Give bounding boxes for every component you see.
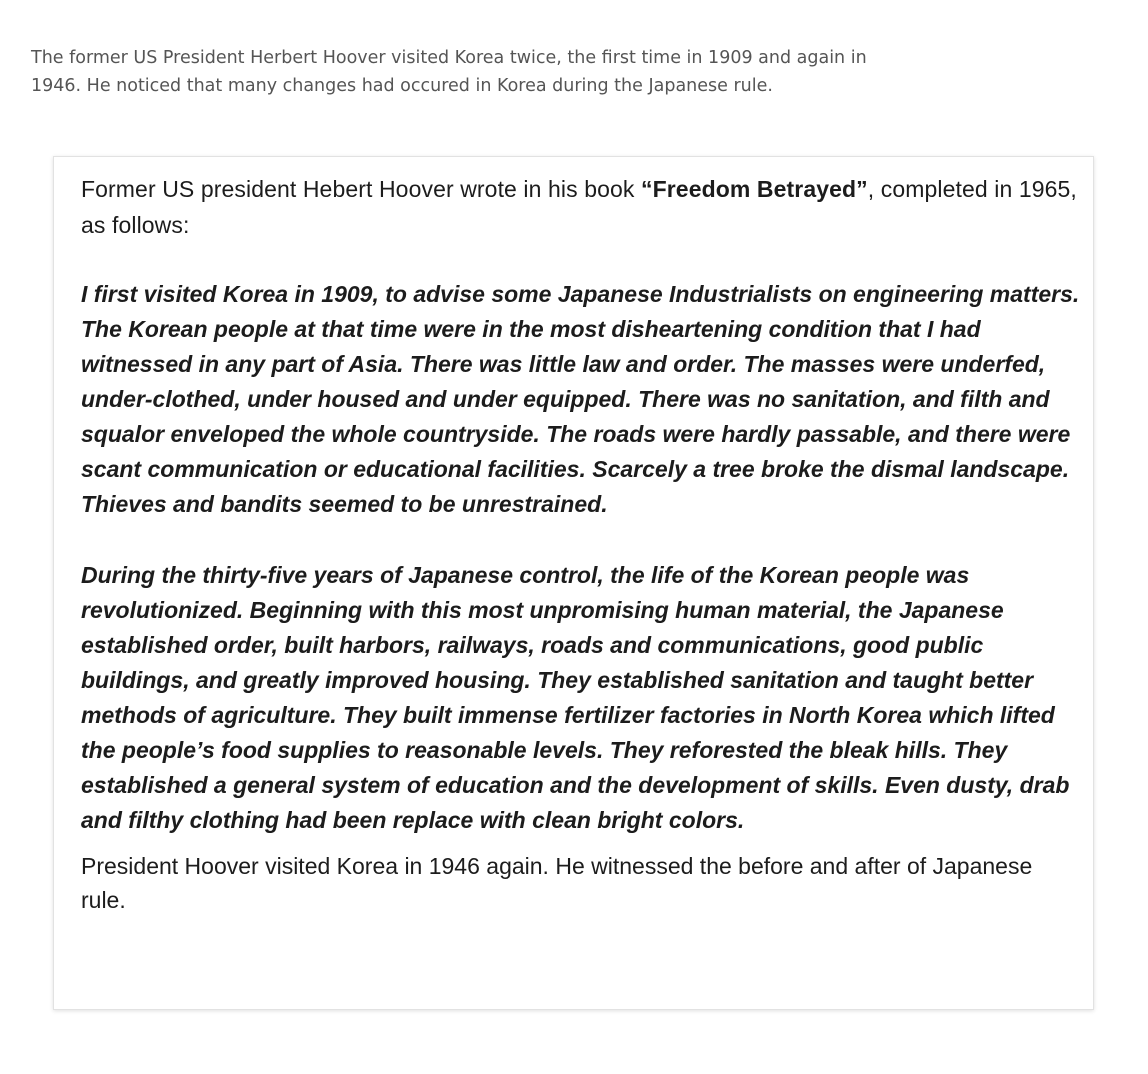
intro-paragraph: The former US President Herbert Hoover visited Korea twice, the first time in 1909 and again in 1946. He noticed that many changes had occured in Korea during the Japanese rule. [31, 48, 867, 96]
quote-image-card [53, 156, 1094, 1010]
source-prefix: Former US president Hebert Hoover wrote in his book [81, 176, 641, 202]
book-title: “Freedom Betrayed” [641, 176, 868, 202]
source-line [81, 171, 1081, 243]
quote-paragraph-1909: I first visited Korea in 1909, to advise some Japanese Industrialists on engineering matters. The Korean people at that time were in the most disheartening condition that I had witnessed in any part of Asia. There was little law and order. The masses were underfed, under-clothed, under housed and under equipped. There was no sanitation, and filth and squalor enveloped the whole countryside. The roads were hardly passable, and there were scant communication or educational facilities. Scarcely a tree broke the dismal landscape. Thieves and bandits seemed to be unrestrained. [81, 281, 1080, 517]
closing-note: President Hoover visited Korea in 1946 again. He witnessed the before and after of Japanese rule. [81, 853, 1033, 913]
quote-card-content [81, 171, 1081, 917]
source-suffix: , completed in 1965, as follows: [81, 176, 1077, 238]
quote-paragraph-japanese-control: During the thirty-five years of Japanese control, the life of the Korean people was revolutionized. Beginning with this most unpromising human material, the Japanese established order, built harbors, railways, roads and communications, good public buildings, and greatly improved housing. They established sanitation and taught better methods of agriculture. They built immense fertilizer factories in North Korea which lifted the people’s food supplies to reasonable levels. They reforested the bleak hills. They established a general system of education and the development of skills. Even dusty, drab and filthy clothing had been replace with clean bright colors. [81, 562, 1070, 833]
